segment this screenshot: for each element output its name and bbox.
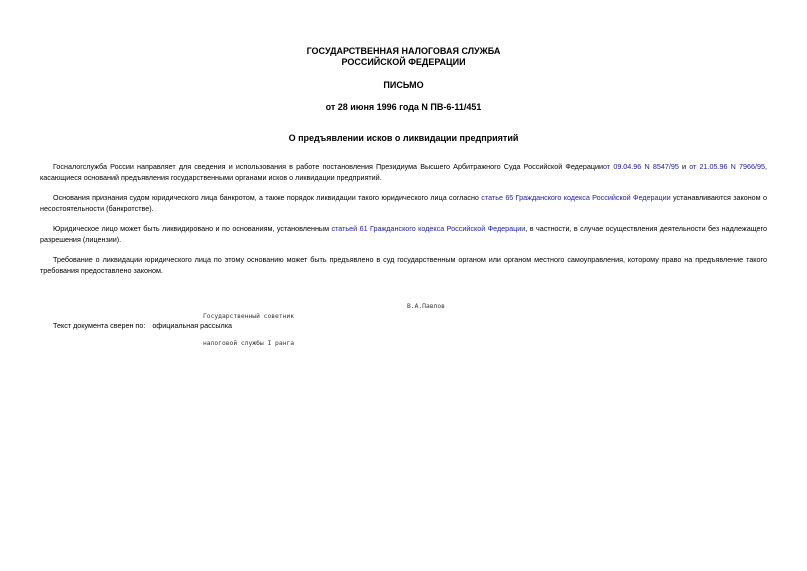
issuing-organization bbox=[0, 46, 807, 68]
verification-label: Текст документа сверен по: bbox=[53, 321, 146, 330]
document-type: ПИСЬМО bbox=[383, 80, 424, 90]
signatory-title-line-1: Государственный советник bbox=[203, 313, 294, 320]
organization-line-1: ГОСУДАРСТВЕННАЯ НАЛОГОВАЯ СЛУЖБА bbox=[306, 46, 501, 56]
document-subject: О предъявлении исков о ликвидации предприятий bbox=[288, 133, 519, 143]
paragraph-3-text-start: Юридическое лицо может быть ликвидировано и по основаниям, установленным bbox=[53, 224, 332, 233]
signatory-name: В.А.Павлов bbox=[407, 303, 445, 310]
paragraph-1-conjunction: и bbox=[678, 162, 690, 171]
paragraph-2-text-end: устанавливаются законом о несостоятельности (банкротстве). bbox=[40, 193, 767, 213]
civil-code-article-61-link[interactable]: статьей 61 Гражданского кодекса Российской Федерации bbox=[331, 224, 526, 233]
paragraph-2-text-start: Основания признания судом юридического лица банкротом, а также порядок ликвидации такого юридического лица согласно bbox=[53, 193, 482, 202]
document-date-number: от 28 июня 1996 года N ПВ-6-11/451 bbox=[325, 102, 482, 112]
organization-line-2: РОССИЙСКОЙ ФЕДЕРАЦИИ bbox=[341, 57, 466, 67]
verification-note bbox=[53, 320, 232, 331]
paragraph-1-text-start: Госналогслужба России направляет для сведения и использования в работе постановления Президиума Высшего Арбитражного Суда Российской Федерации bbox=[53, 162, 604, 171]
resolution-link-8547[interactable]: от 09.04.96 N 8547/95 bbox=[603, 162, 679, 171]
paragraph-1-text-end: , касающиеся оснований предъявления государственными органами исков о ликвидации предприятий. bbox=[40, 162, 768, 182]
verification-source: официальная рассылка bbox=[152, 321, 233, 330]
paragraph-2 bbox=[40, 192, 767, 214]
paragraph-3 bbox=[40, 223, 767, 245]
civil-code-article-65-link[interactable]: статье 65 Гражданского кодекса Российской Федерации bbox=[481, 193, 671, 202]
paragraph-1 bbox=[40, 161, 767, 183]
resolution-link-7966[interactable]: от 21.05.96 N 7966/95 bbox=[689, 162, 766, 171]
paragraph-3-text-end: , в частности, в случае осуществления деятельности без надлежащего разрешения (лицензии). bbox=[40, 224, 767, 244]
signatory-title-line-2: налоговой службы I ранга bbox=[203, 340, 294, 347]
paragraph-4: Требование о ликвидации юридического лица по этому основанию может быть предъявлено в суд государственным органом или органом местного самоуправления, которому право на предъявление такого требования предоставлено законом. bbox=[40, 255, 767, 275]
